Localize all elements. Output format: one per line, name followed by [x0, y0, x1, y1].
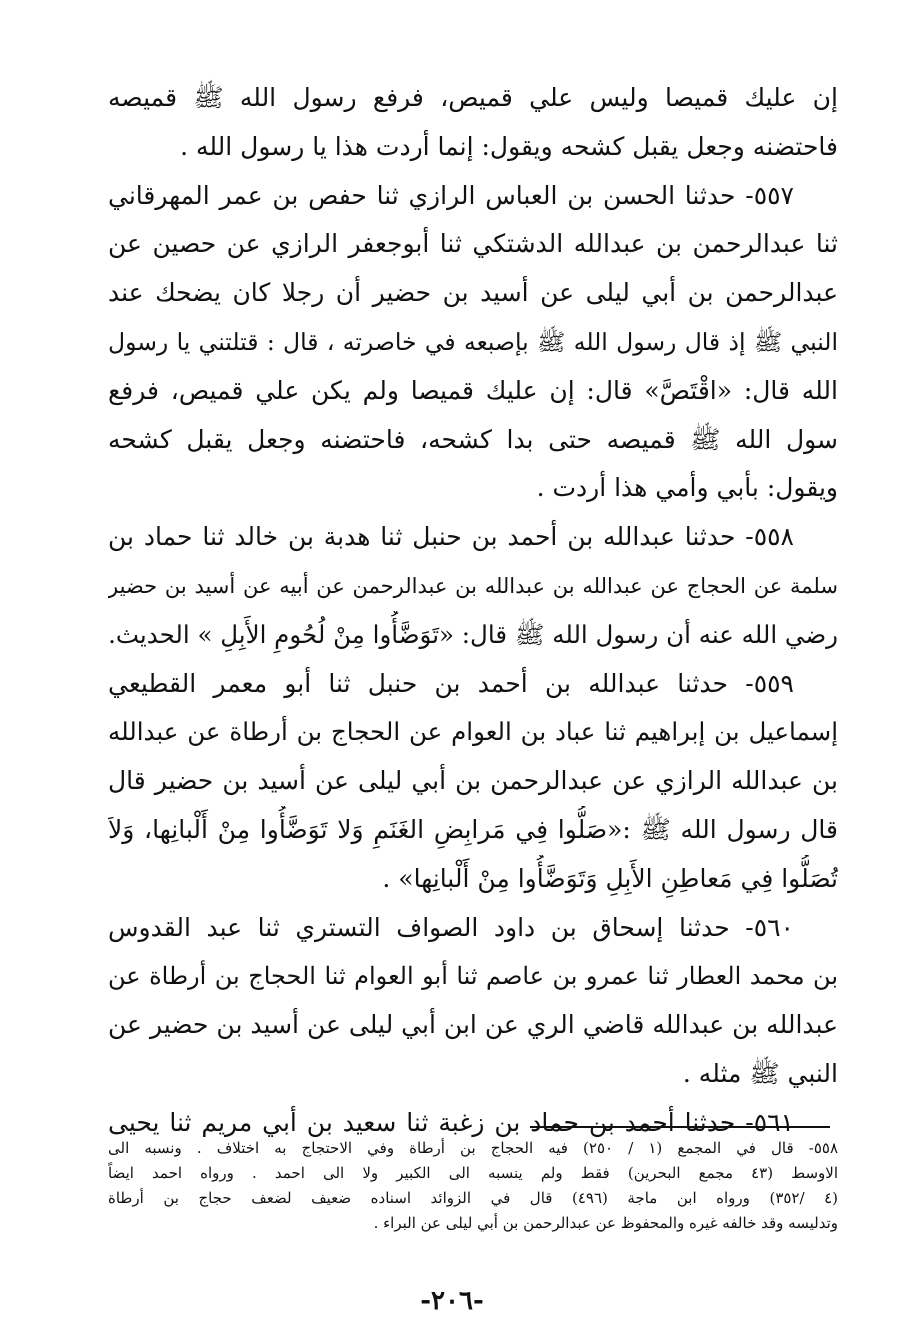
- footnote-line: (٤ /٣٥٢) ورواه ابن ماجة (٤٩٦) قال في الزوائد اسناده ضعيف لضعف حجاج بن أرطاة: [108, 1189, 838, 1207]
- main-text: [108, 74, 838, 1148]
- text-line: سول الله ﷺ قميصه حتى بدا كشحه، فاحتضنه وجعل يقبل كشحه: [108, 424, 838, 454]
- footnote-block: [108, 1136, 838, 1236]
- hadith-558-start: ٥٥٨- حدثنا عبدالله بن أحمد بن حنبل ثنا هدبة بن خالد ثنا حماد بن: [108, 522, 794, 552]
- text-line: عبدالله بن عبدالله قاضي الري عن ابن أبي ليلى عن أسيد بن حضير عن: [108, 1010, 838, 1040]
- text-line: إن عليك قميصا وليس علي قميص، فرفع رسول الله ﷺ قميصه: [108, 83, 838, 112]
- hadith-559-start: ٥٥٩- حدثنا عبدالله بن أحمد بن حنبل ثنا أبو معمر القطيعي: [108, 668, 794, 698]
- text-line: بن عبدالله الرازي عن عبدالرحمن بن أبي ليلى عن أسيد بن حضير قال: [108, 766, 838, 796]
- text-line: رضي الله عنه أن رسول الله ﷺ قال: «تَوَضَّأُوا مِنْ لُحُومِ الأَبِلِ » الحديث.: [108, 619, 838, 649]
- hadith-560-start: ٥٦٠- حدثنا إسحاق بن داود الصواف التستري ثنا عبد القدوس: [108, 912, 794, 942]
- text-line: النبي ﷺ إذ قال رسول الله ﷺ بإصبعه في خاصرته ، قال : قتلتني يا رسول: [108, 327, 838, 356]
- text-line: إسماعيل بن إبراهيم ثنا عباد بن العوام عن الحجاج بن أرطاة عن عبدالله: [108, 717, 838, 747]
- footnote-line: ٥٥٨- قال في المجمع (١ / ٢٥٠) فيه الحجاج بن أرطاة وفي الاحتجاج به اختلاف . ونسبه الى: [108, 1139, 838, 1157]
- text-line: الله قال: «اقْتَصَّ» قال: إن عليك قميصا ولم يكن علي قميص، فرفع: [108, 375, 838, 405]
- footnote-line: الاوسط (٤٣ مجمع البحرين) فقط ولم ينسبه الى الكبير ولا الى احمد . ورواه احمد ايضاً: [108, 1164, 838, 1182]
- text-line: سلمة عن الحجاج عن عبدالله بن عبدالله بن عبدالرحمن عن أبيه عن أسيد بن حضير: [108, 573, 838, 598]
- footnote-line: وتدليسه وقد خالفه غيره والمحفوظ عن عبدالرحمن بن أبي ليلى عن البراء .: [373, 1214, 838, 1232]
- text-line: النبي ﷺ مثله .: [682, 1058, 838, 1088]
- text-line: بن محمد العطار ثنا عمرو بن عاصم ثنا أبو العوام ثنا الحجاج بن أرطاة عن: [108, 962, 838, 991]
- text-line: ويقول: بأبي وأمي هذا أردت .: [536, 473, 838, 503]
- text-line: قال رسول الله ﷺ :«صَلُّوا فِي مَرابِضِ الغَنَمِ وَلا تَوَضَّأُوا مِنْ أَلْبانِها، وَلاَ: [108, 814, 838, 844]
- text-line: تُصَلُّوا فِي مَعاطِنِ الأَبِلِ وَتَوَضَّأُوا مِنْ أَلْبانِها» .: [382, 863, 838, 893]
- text-line: ثنا عبدالرحمن بن عبدالله الدشتكي ثنا أبوجعفر الرازي عن حصين عن: [108, 229, 838, 259]
- footnote-separator: [530, 1126, 830, 1128]
- page-number: -٢٠٦-: [420, 1286, 484, 1316]
- text-line: فاحتضنه وجعل يقبل كشحه ويقول: إنما أردت هذا يا رسول الله .: [180, 131, 838, 161]
- text-line: عبدالرحمن بن أبي ليلى عن أسيد بن حضير أن رجلا كان يضحك عند: [108, 278, 838, 308]
- hadith-561-start: ٥٦١- حدثنا أحمد بن حماد بن زغبة ثنا سعيد بن أبي مريم ثنا يحيى: [108, 1107, 794, 1137]
- hadith-557-start: ٥٥٧- حدثنا الحسن بن العباس الرازي ثنا حفص بن عمر المهرقاني: [108, 180, 794, 210]
